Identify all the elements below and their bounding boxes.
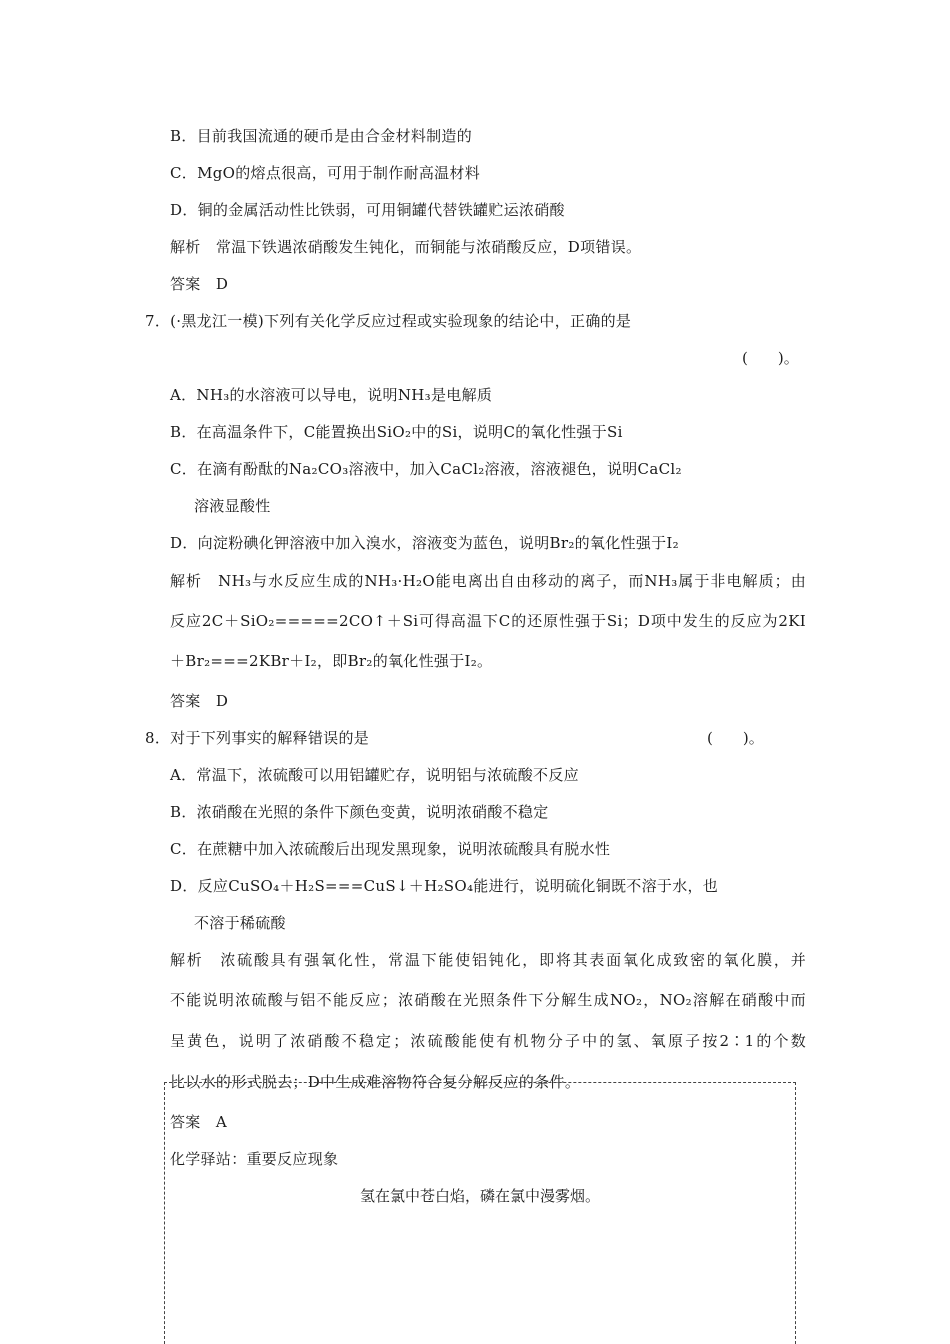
q7-analysis-line1: 解析 NH₃与水反应生成的NH₃·H₂O能电离出自由移动的离子，而NH₃属于非电解质；由 [170,572,806,590]
q7-stem: 7．(·黑龙江一模)下列有关化学反应过程或实验现象的结论中，正确的是 [145,312,632,330]
q8-option-d-line1: D．反应CuSO₄＋H₂S===CuS↓＋H₂SO₄能进行，说明硫化铜既不溶于水，也 [170,877,719,895]
q7-option-a: A．NH₃的水溶液可以导电，说明NH₃是电解质 [170,386,493,404]
q6-analysis: 解析 常温下铁遇浓硝酸发生钝化，而铜能与浓硝酸反应，D项错误。 [170,238,642,256]
station-title: 化学驿站：重要反应现象 [170,1150,339,1168]
q8-stem: 8．对于下列事实的解释错误的是 [145,729,370,747]
q8-option-a: A．常温下，浓硫酸可以用铝罐贮存，说明铝与浓硫酸不反应 [170,766,579,784]
q7-analysis-line2: 反应2C＋SiO₂=====2CO↑＋Si可得高温下C的还原性强于Si；D项中发生的反应为2KI [170,612,806,630]
q8-answer: 答案 A [170,1113,228,1131]
q8-analysis-line2: 不能说明浓硫酸与铝不能反应；浓硝酸在光照条件下分解生成NO₂，NO₂溶解在硝酸中而 [170,991,806,1009]
q7-answer-blank: ( )。 [742,349,799,367]
q8-option-c: C．在蔗糖中加入浓硫酸后出现发黑现象，说明浓硫酸具有脱水性 [170,840,611,858]
q8-answer-blank: ( )。 [707,729,764,747]
station-content: 氢在氯中苍白焰，磷在氯中漫雾烟。 [359,1187,600,1205]
q6-answer: 答案 D [170,275,229,293]
q7-option-c-line2: 溶液显酸性 [194,497,271,515]
q6-option-b: B．目前我国流通的硬币是由合金材料制造的 [170,127,473,145]
q7-answer: 答案 D [170,692,229,710]
q7-option-d: D．向淀粉碘化钾溶液中加入溴水，溶液变为蓝色，说明Br₂的氧化性强于I₂ [170,534,679,552]
q6-option-d: D．铜的金属活动性比铁弱，可用铜罐代替铁罐贮运浓硝酸 [170,201,565,219]
q7-option-b: B．在高温条件下，C能置换出SiO₂中的Si，说明C的氧化性强于Si [170,423,623,441]
q7-analysis-line3: ＋Br₂===2KBr＋I₂，即Br₂的氧化性强于I₂。 [170,652,493,670]
q8-analysis-line3: 呈黄色，说明了浓硝酸不稳定；浓硫酸能使有机物分子中的氢、氧原子按2∶1的个数 [170,1032,806,1050]
q8-option-b: B．浓硝酸在光照的条件下颜色变黄，说明浓硝酸不稳定 [170,803,549,821]
q8-option-d-line2: 不溶于稀硫酸 [194,914,286,932]
q8-analysis-line4: 比以水的形式脱去；D中生成难溶物符合复分解反应的条件。 [170,1073,581,1091]
q8-analysis-line1: 解析 浓硫酸具有强氧化性，常温下能使铝钝化，即将其表面氧化成致密的氧化膜，并 [170,951,806,969]
q7-option-c-line1: C．在滴有酚酞的Na₂CO₃溶液中，加入CaCl₂溶液，溶液褪色，说明CaCl₂ [170,460,682,478]
station-box [164,1082,796,1344]
q6-option-c: C．MgO的熔点很高，可用于制作耐高温材料 [170,164,481,182]
